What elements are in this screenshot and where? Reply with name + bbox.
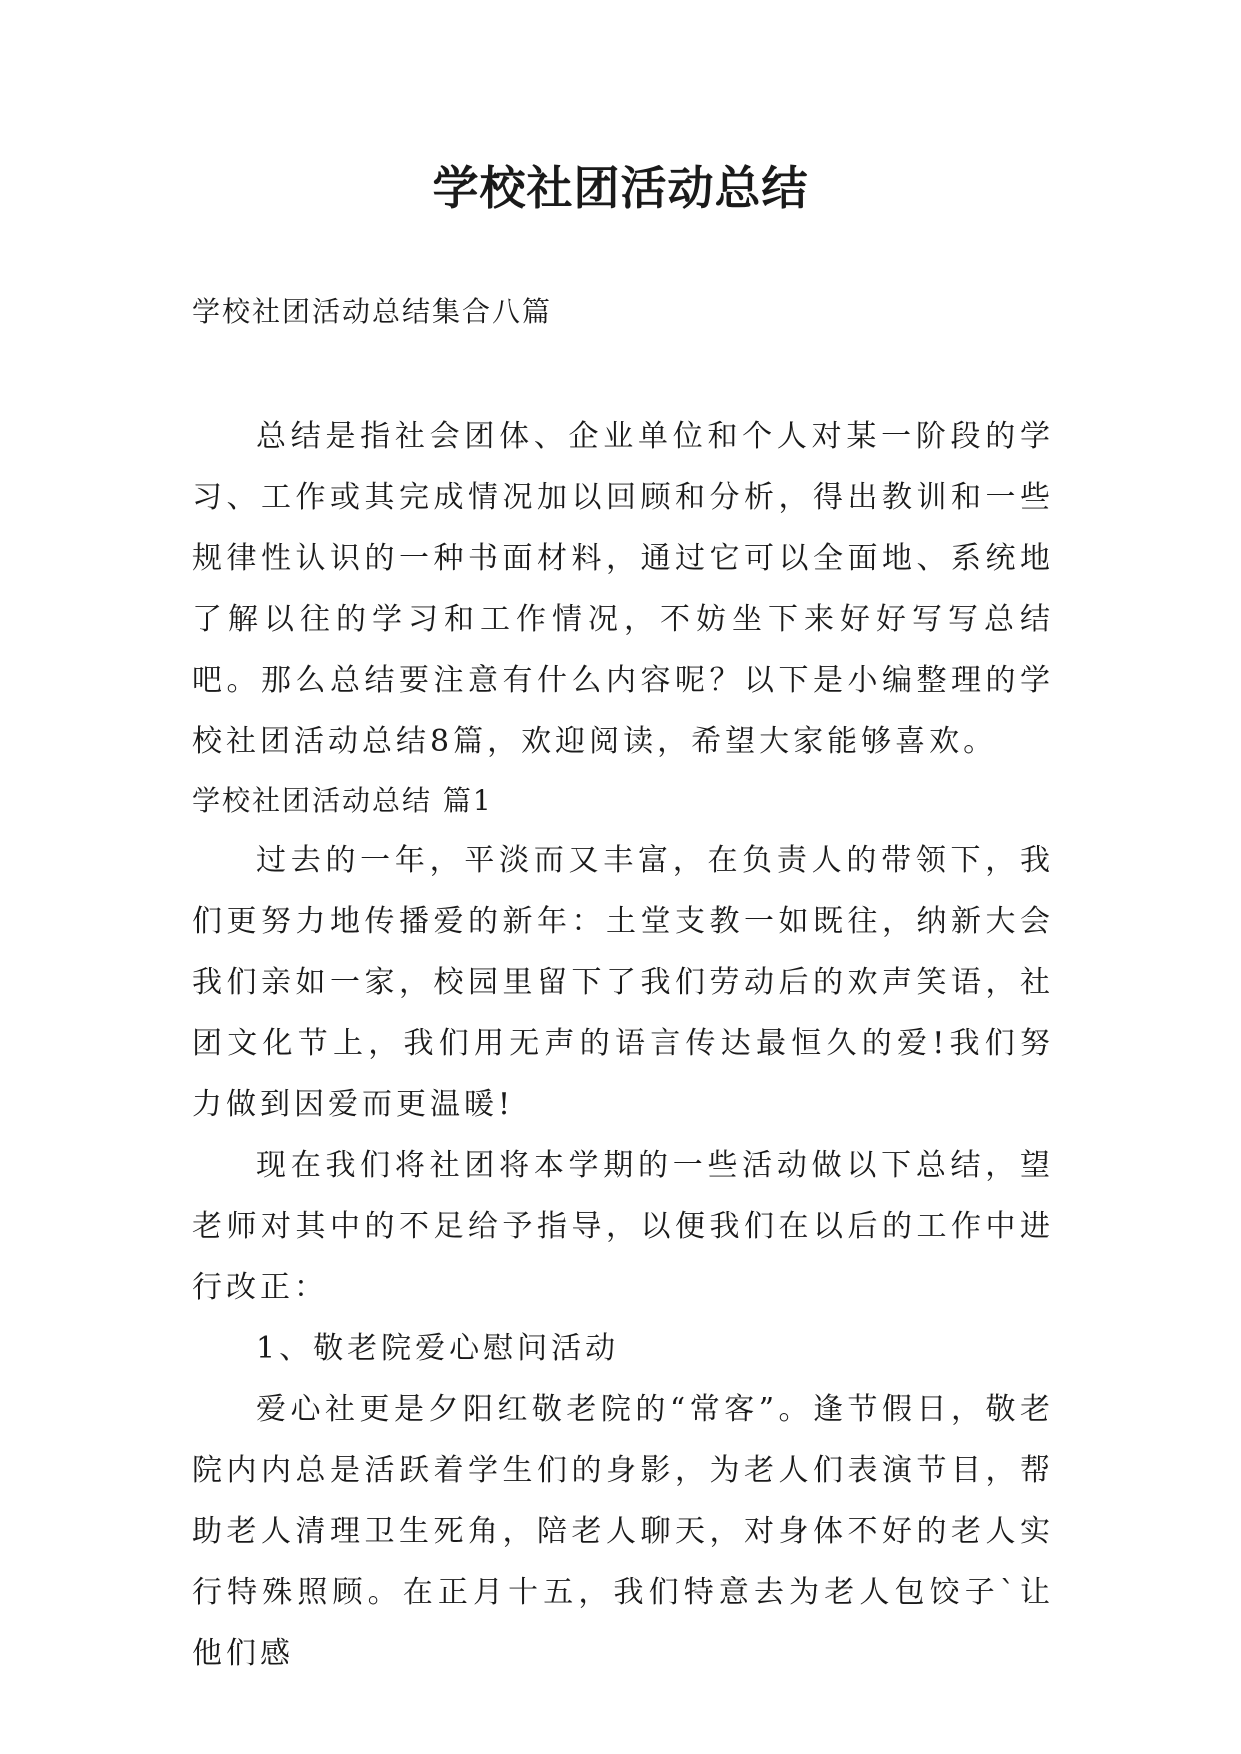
- section-heading: 学校社团活动总结 篇1: [192, 784, 493, 817]
- document-title: 学校社团活动总结: [432, 161, 809, 215]
- document-subtitle: 学校社团活动总结集合八篇: [192, 295, 553, 328]
- body-paragraph-3: 爱心社更是夕阳红敬老院的“常客”。逢节假日，敬老院内内总是活跃着学生们的身影，为老人们表演节目，帮助老人清理卫生死角，陪老人聊天，对身体不好的老人实行特殊照顾。在正月十五，我们特意去为老人包饺子`让他们感: [192, 1392, 1054, 1671]
- document-body: [192, 406, 1054, 1684]
- list-item-heading: 1、敬老院爱心慰问活动: [256, 1331, 620, 1366]
- body-paragraph-1: 过去的一年，平淡而又丰富，在负责人的带领下，我们更努力地传播爱的新年：土堂支教一如既往，纳新大会我们亲如一家，校园里留下了我们劳动后的欢声笑语，社团文化节上，我们用无声的语言传达最恒久的爱!我们努力做到因爱而更温暖!: [192, 843, 1054, 1122]
- body-paragraph-2: 现在我们将社团将本学期的一些活动做以下总结，望老师对其中的不足给予指导，以便我们在以后的工作中进行改正：: [192, 1148, 1054, 1305]
- intro-paragraph: 总结是指社会团体、企业单位和个人对某一阶段的学习、工作或其完成情况加以回顾和分析，得出教训和一些规律性认识的一种书面材料，通过它可以全面地、系统地了解以往的学习和工作情况，不妨坐下来好好写写总结吧。那么总结要注意有什么内容呢？以下是小编整理的学校社团活动总结8篇，欢迎阅读，希望大家能够喜欢。: [192, 419, 1054, 759]
